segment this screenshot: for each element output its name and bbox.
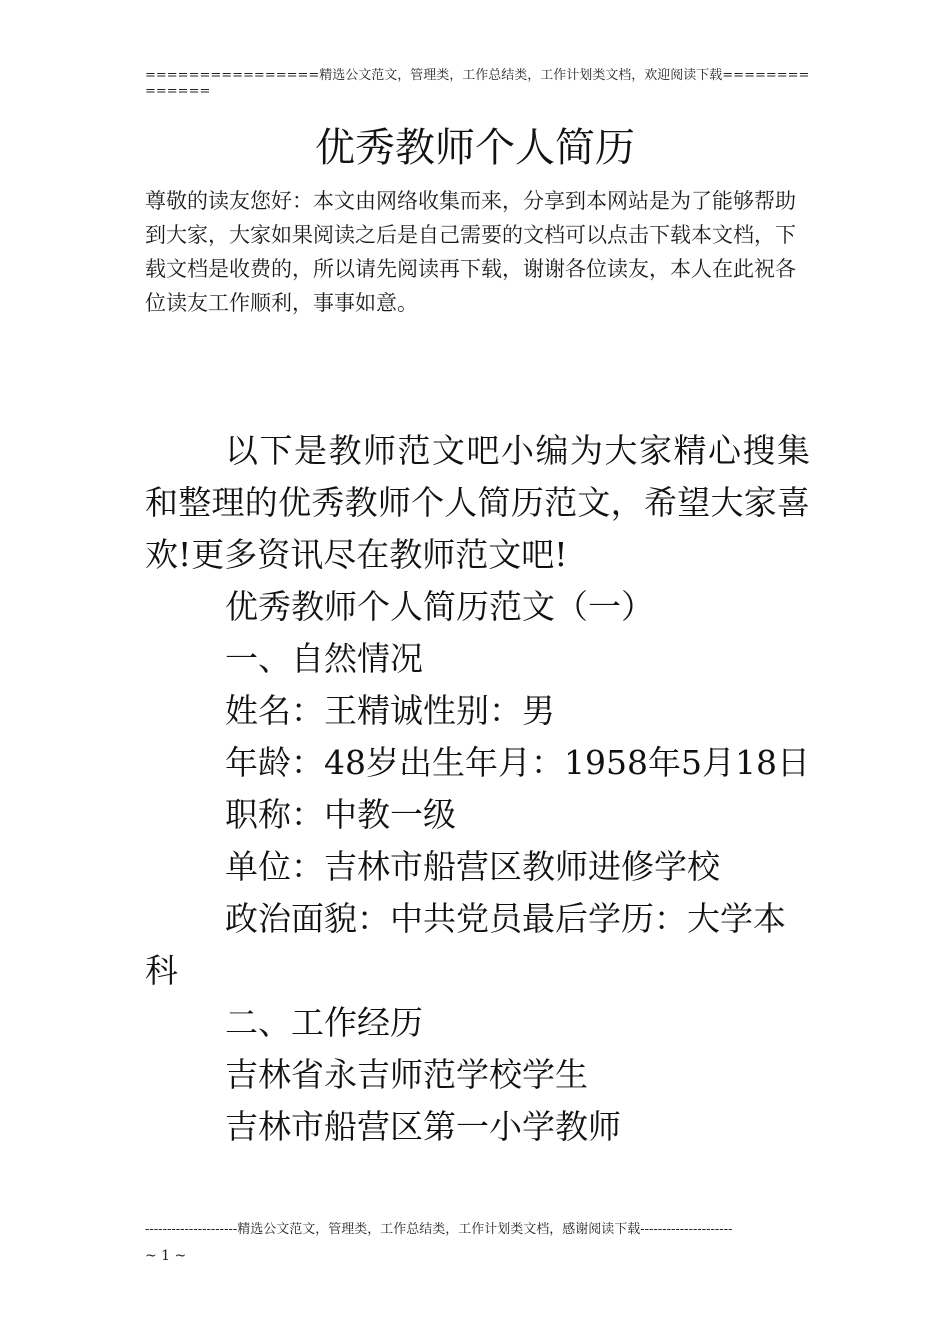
work-history-item: 吉林省永吉师范学校学生 xyxy=(225,1055,588,1094)
heading-work-history: 二、工作经历 xyxy=(225,1003,423,1042)
document-title: 优秀教师个人简历 xyxy=(315,125,635,171)
politics-education-line: 政治面貌：中共党员最后学历：大学本科 xyxy=(145,899,786,990)
name-gender-line: 姓名：王精诚性别：男 xyxy=(225,691,555,730)
document-body xyxy=(145,425,810,1153)
page-header-banner: ================精选公文范文，管理类，工作总结类，工作计划类文档，欢迎阅读下载============== xyxy=(145,68,810,99)
reader-notice: 尊敬的读友您好：本文由网络收集而来，分享到本网站是为了能够帮助到大家，大家如果阅读之后是自己需要的文档可以点击下载本文档，下载文档是收费的，所以请先阅读再下载，谢谢各位读友，本人在此祝各位读友工作顺利，事事如意。 xyxy=(145,189,796,315)
age-birth-line: 年龄：48岁出生年月：1958年5月18日 xyxy=(225,743,810,782)
intro-paragraph: 以下是教师范文吧小编为大家精心搜集和整理的优秀教师个人简历范文，希望大家喜欢!更多资讯尽在教师范文吧! xyxy=(145,431,810,574)
work-unit-line: 单位：吉林市船营区教师进修学校 xyxy=(225,847,720,886)
section-title: 优秀教师个人简历范文（一） xyxy=(225,587,654,626)
work-history-item: 吉林市船营区第一小学教师 xyxy=(225,1107,621,1146)
page-number: ~ 1 ~ xyxy=(145,1248,187,1264)
job-title-line: 职称：中教一级 xyxy=(225,795,456,834)
page-footer-banner: ---------------------精选公文范文，管理类，工作总结类，工作计划类文档，感谢阅读下载--------------------- xyxy=(145,1222,733,1237)
heading-natural-info: 一、自然情况 xyxy=(225,639,423,678)
